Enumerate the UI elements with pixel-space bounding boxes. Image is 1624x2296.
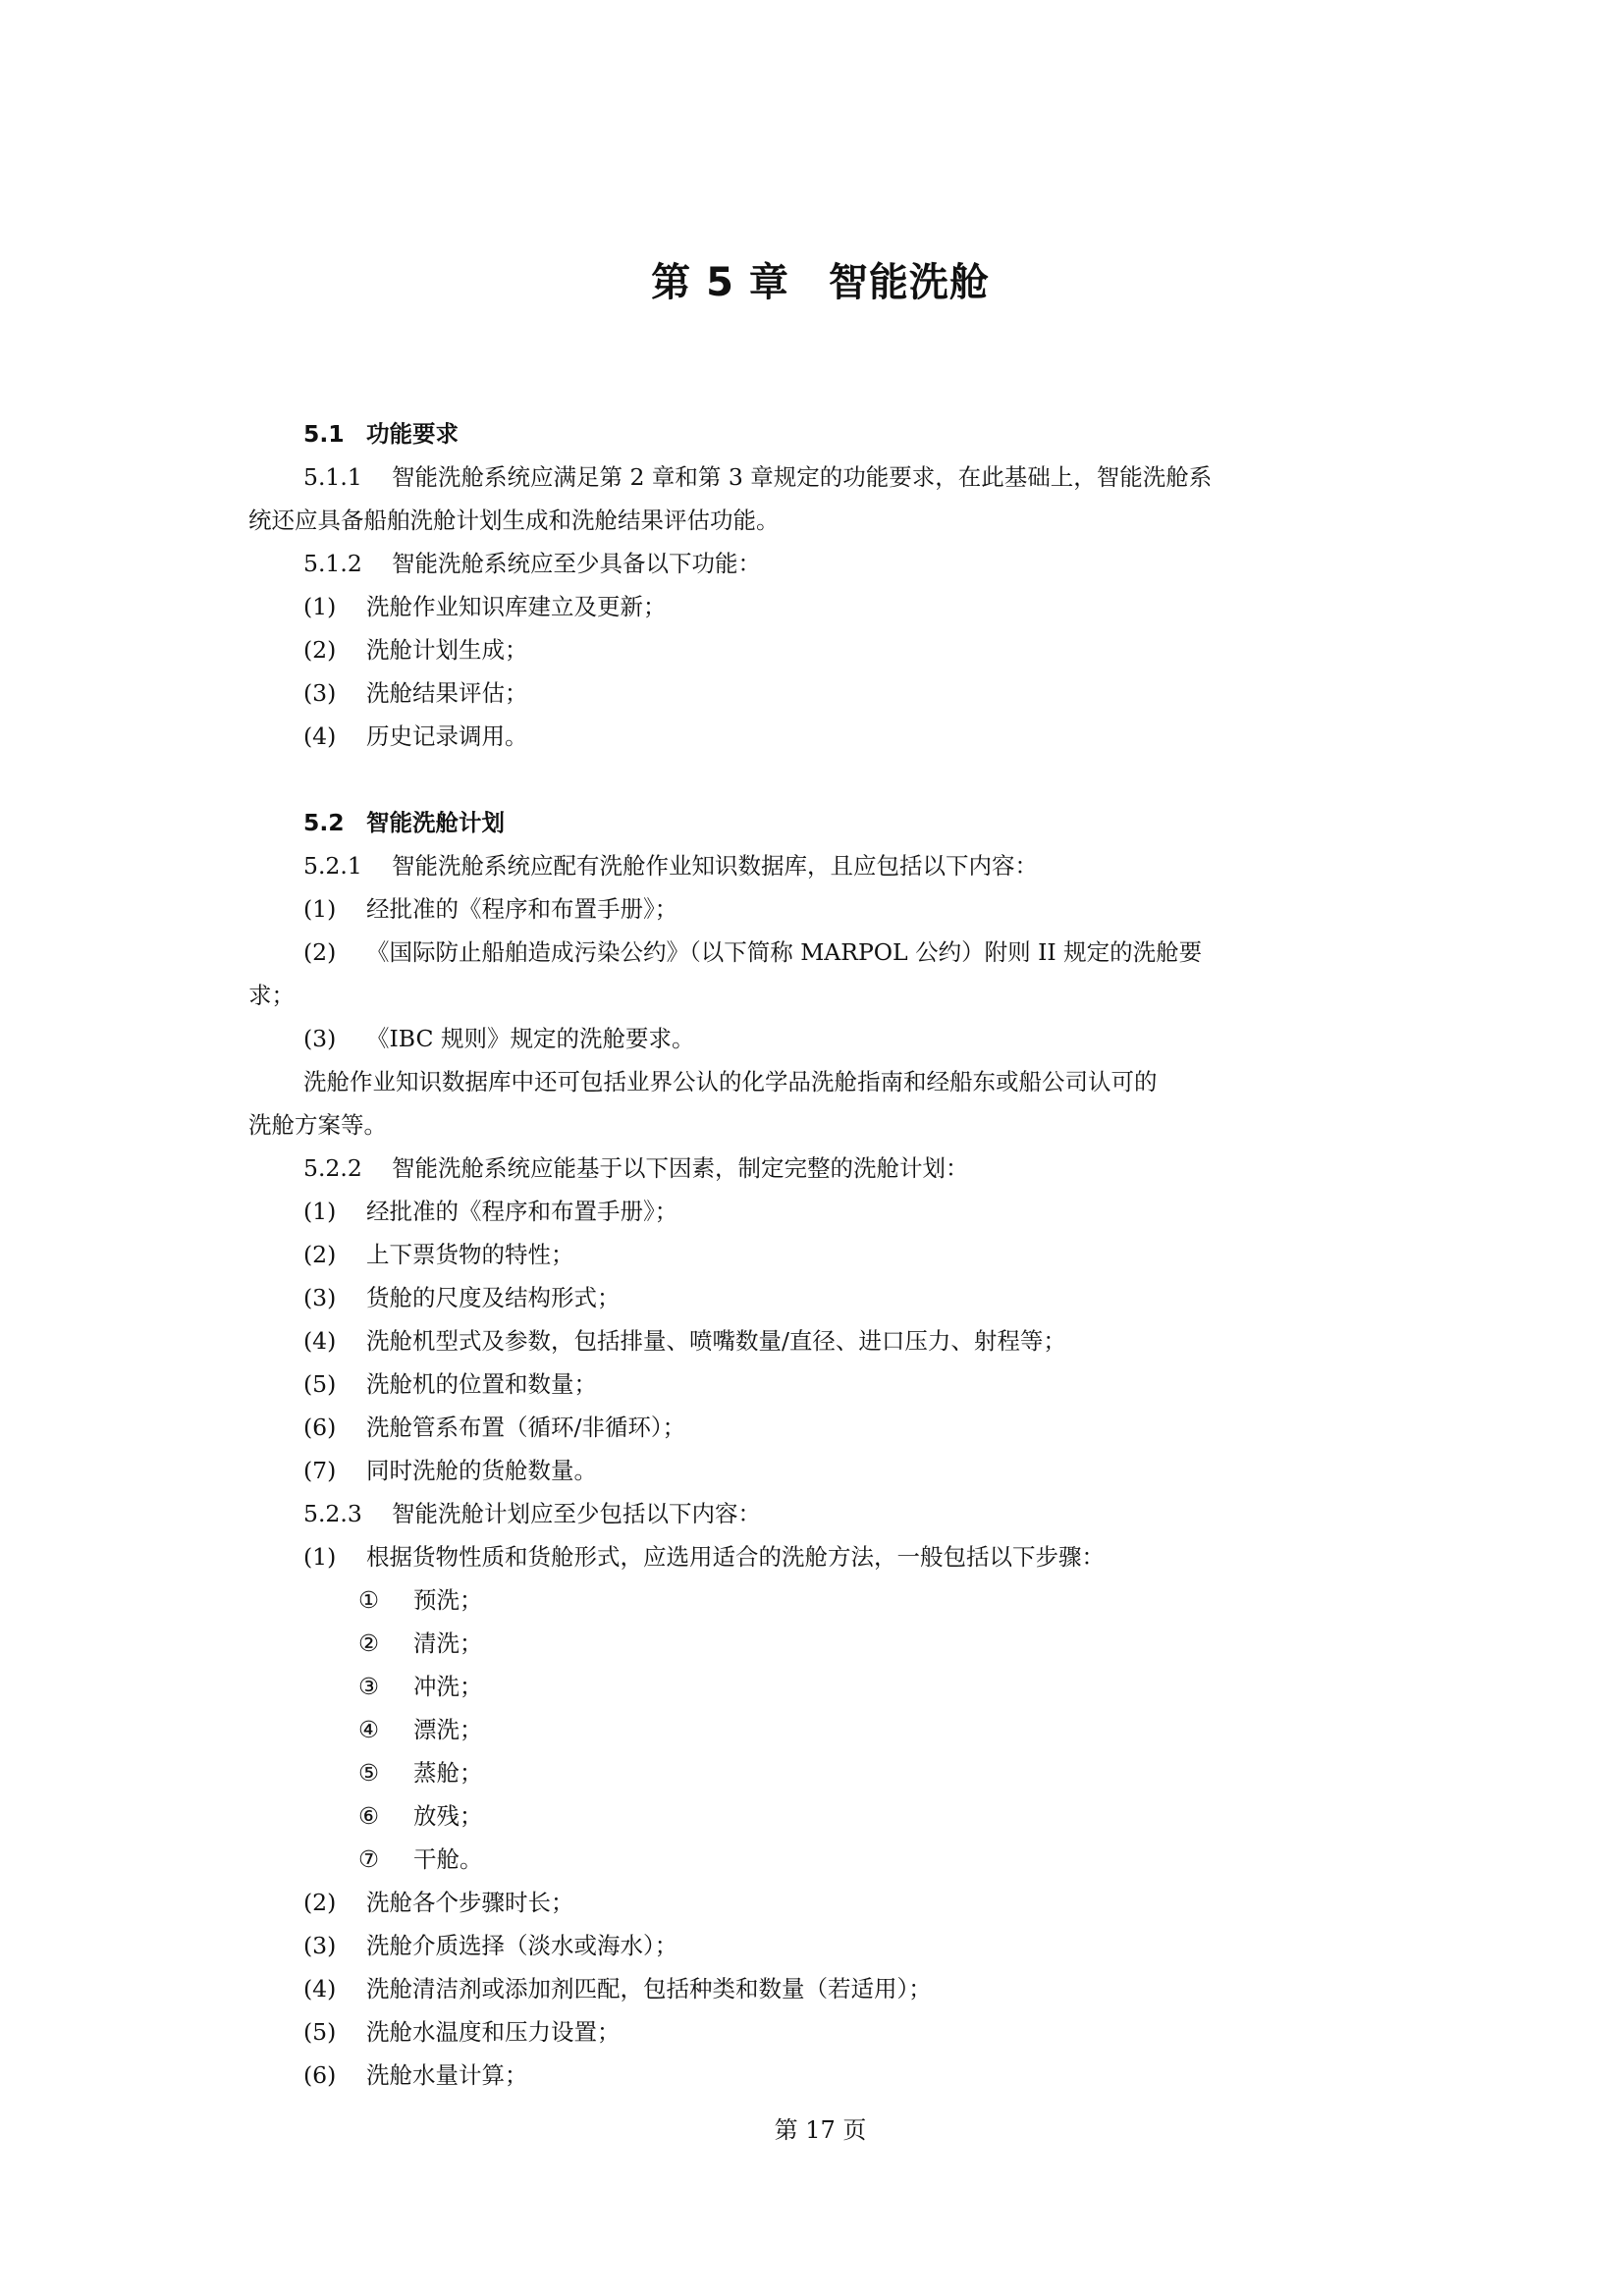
step-item: ② 清洗； — [358, 1629, 483, 1657]
list-item: (4) 洗舱清洁剂或添加剂匹配，包括种类和数量（若适用）； — [303, 1975, 932, 2002]
list-item: (2) 上下票货物的特性； — [303, 1241, 574, 1268]
chapter-number: 第 5 章 — [651, 260, 789, 305]
list-item: (6) 洗舱管系布置（循环/非循环）； — [303, 1414, 686, 1441]
note-paragraph: 洗舱作业知识数据库中还可包括业界公认的化学品洗舱指南和经船东或船公司认可的 — [303, 1068, 1158, 1095]
step-item: ⑥ 放残； — [358, 1802, 483, 1830]
section-heading-5-2: 5.2 智能洗舱计划 — [303, 809, 505, 836]
list-item: (3) 洗舱介质选择（淡水或海水）； — [303, 1932, 678, 1959]
list-item: (2) 洗舱计划生成； — [303, 636, 528, 664]
section-heading-5-1: 5.1 功能要求 — [303, 420, 459, 448]
list-item: (1) 根据货物性质和货舱形式，应选用适合的洗舱方法，一般包括以下步骤： — [303, 1543, 1105, 1571]
step-item: ⑤ 蒸舱； — [358, 1759, 483, 1787]
list-item: (4) 洗舱机型式及参数，包括排量、喷嘴数量/直径、进口压力、射程等； — [303, 1327, 1066, 1355]
clause-5-2-3: 5.2.3 智能洗舱计划应至少包括以下内容： — [303, 1500, 761, 1527]
clause-5-1-1: 5.1.1 智能洗舱系统应满足第 2 章和第 3 章规定的功能要求，在此基础上，智能洗舱系 — [303, 463, 1213, 491]
list-item: (6) 洗舱水量计算； — [303, 2061, 528, 2089]
list-item: (1) 洗舱作业知识库建立及更新； — [303, 593, 667, 620]
note-paragraph-continued: 洗舱方案等。 — [248, 1111, 387, 1139]
clause-5-2-1: 5.2.1 智能洗舱系统应配有洗舱作业知识数据库，且应包括以下内容： — [303, 852, 1038, 880]
list-item: (1) 经批准的《程序和布置手册》； — [303, 895, 678, 923]
document-body — [248, 412, 1392, 2097]
clause-5-2-2: 5.2.2 智能洗舱系统应能基于以下因素，制定完整的洗舱计划： — [303, 1154, 969, 1182]
step-item: ③ 冲洗； — [358, 1673, 483, 1700]
list-item: (1) 经批准的《程序和布置手册》； — [303, 1198, 678, 1225]
list-item: (4) 历史记录调用。 — [303, 722, 528, 750]
page-number: 第 17 页 — [774, 2116, 867, 2144]
list-item: (5) 洗舱水温度和压力设置； — [303, 2018, 621, 2046]
document-page — [248, 0, 1392, 2296]
list-item: (3) 洗舱结果评估； — [303, 679, 528, 707]
list-item: (3) 《IBC 规则》规定的洗舱要求。 — [303, 1025, 695, 1052]
step-item: ⑦ 干舱。 — [358, 1845, 483, 1873]
chapter-name: 智能洗舱 — [828, 260, 990, 305]
chapter-title — [248, 257, 1392, 308]
list-item: (7) 同时洗舱的货舱数量。 — [303, 1457, 597, 1484]
section-spacer — [248, 758, 1392, 801]
list-item: (2) 《国际防止船舶造成污染公约》（以下简称 MARPOL 公约）附则 II 规定的洗舱要 — [303, 938, 1203, 966]
clause-5-1-2: 5.1.2 智能洗舱系统应至少具备以下功能： — [303, 550, 761, 577]
step-item: ① 预洗； — [358, 1586, 483, 1614]
list-item: (2) 洗舱各个步骤时长； — [303, 1889, 574, 1916]
step-item: ④ 漂洗； — [358, 1716, 483, 1743]
list-item-continued: 求； — [248, 982, 295, 1009]
list-item: (5) 洗舱机的位置和数量； — [303, 1370, 597, 1398]
clause-5-1-1-continued: 统还应具备船舶洗舱计划生成和洗舱结果评估功能。 — [248, 507, 780, 534]
list-item: (3) 货舱的尺度及结构形式； — [303, 1284, 621, 1311]
